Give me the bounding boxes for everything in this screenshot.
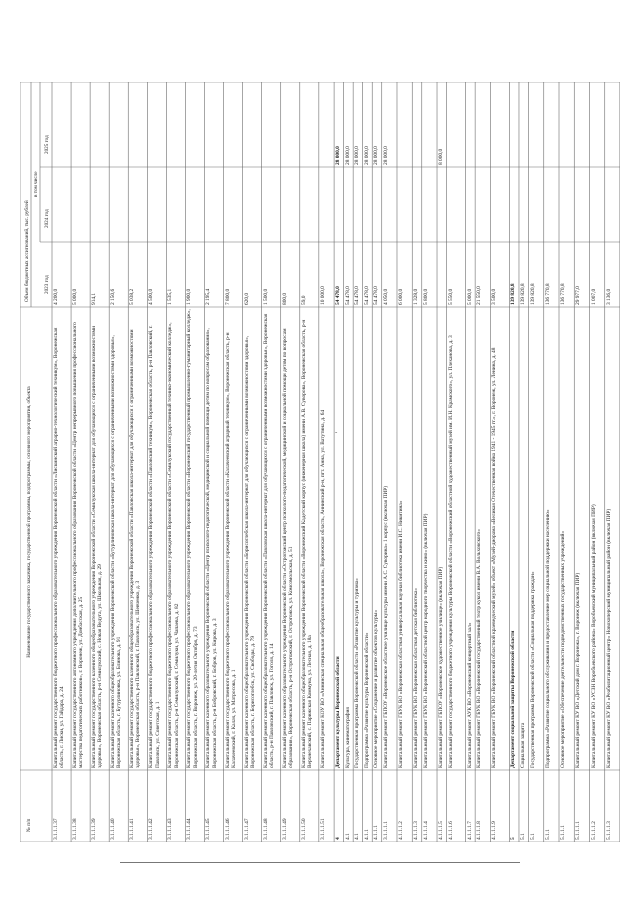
row-name: Подпрограмма «Развитие социального обслуживания и предоставление мер социальной поддержки населению» — [544, 509, 551, 768]
row-value-2025: 28 000,0 — [373, 146, 380, 165]
row-name: Капитальный ремонт ГБУК ВО «Воронежская областная детская библиотека» — [413, 588, 420, 768]
row-code: 3.1.1.1.45 — [205, 818, 212, 840]
row-value-2025: 28 000,0 — [382, 146, 389, 165]
row-value-2023: 5 038,2 — [129, 288, 136, 305]
header-year-2024: 2024 год — [44, 209, 50, 228]
row-value-2025 — [244, 84, 262, 165]
row-value-2025 — [591, 84, 605, 165]
row-code: 5.1.1.1.2 — [590, 821, 597, 840]
row-name: Капитальный ремонт АУК ВО «Воронежский концертный зал» — [466, 622, 473, 768]
row-value-2024 — [467, 169, 476, 240]
row-value-2025 — [560, 84, 574, 165]
row-code: 3.1.1.1.46 — [224, 818, 231, 840]
row-value-2023: 29 977,0 — [575, 286, 582, 305]
row-value-2024 — [560, 169, 574, 240]
row-value-2023: 3 500,0 — [491, 288, 498, 305]
row-value-2023: 5 000,0 — [72, 288, 79, 305]
row-name: Капитальный ремонт казенного общеобразовательного учреждения Воронежской области «Павловская школа-интернат для обучающихся с ограниченными возможностями здоровья», Воронежская область, р-н Павловский, г. Павловск, ул. Гоголя, д. 14 — [262, 313, 275, 768]
header-year-2023: 2023 год — [44, 275, 50, 294]
row-code: 4.1.1.1.6 — [447, 821, 454, 840]
row-value-2024 — [398, 169, 412, 240]
row-value-2024 — [205, 169, 223, 240]
row-value-2023: 1 328,0 — [413, 288, 420, 305]
row-value-2024 — [53, 169, 71, 240]
row-value-2023: 1 007,0 — [590, 288, 597, 305]
header-name: Наименование государственного заказчика, государственной программы, подпрограммы, основного мероприятия, объекта — [26, 386, 32, 658]
row-code: 3.1.1.1.38 — [72, 818, 79, 840]
row-value-2023: 3 136,0 — [605, 288, 612, 305]
row-value-2023: 59,0 — [300, 295, 307, 305]
row-name: Государственная программа Воронежской области «Социальная поддержка граждан» — [529, 571, 536, 768]
row-value-2024 — [423, 169, 437, 240]
row-value-2025 — [53, 84, 71, 165]
row-code: 3.1.1.1.44 — [186, 818, 193, 840]
row-value-2023: 800,0 — [281, 292, 288, 305]
header-including: в том числе — [33, 171, 39, 197]
row-name: Капитальный ремонт ГБПОУ «Воронежское областное училище культуры имени А.С. Суворина» 1 корпус (включая ПИР) — [382, 485, 389, 768]
row-value-2024 — [335, 169, 344, 240]
row-code: 3.1.1.1.39 — [91, 818, 98, 840]
row-value-2024 — [448, 169, 466, 240]
row-code: 4.1.1.1.5 — [438, 821, 445, 840]
row-code: 4.1.1.1.3 — [413, 821, 420, 840]
row-value-2025 — [530, 84, 544, 165]
row-value-2025 — [545, 84, 559, 165]
header-year-2025: 2025 год — [44, 135, 50, 154]
row-name: Капитальный ремонт государственного бюджетного профессионального образовательного учреждения Воронежской области «Воронежский государственный промышленно-гуманитарный колледж», Воронежская область, г. Воронеж, ул. 20-летия Октября, д. 73 — [186, 309, 199, 768]
row-value-2024 — [606, 169, 620, 240]
row-value-2025: 28 000,0 — [354, 146, 361, 165]
row-name: Капитальный ремонт КУ ВО «Детский дом г. Воронежа», г. Воронеж (включая ПИР) — [575, 572, 582, 768]
row-value-2025: 28 000,0 — [335, 146, 342, 165]
row-value-2024 — [148, 169, 166, 240]
row-name: Капитальный ремонт ГБУК ВО «Воронежский государственный театр кукол имени В.А. Вольховского» — [476, 529, 483, 768]
row-name: Капитальный ремонт ГБУК ВО «Воронежская областная универсальная научная библиотека имени И.С. Никитина» — [397, 500, 404, 768]
row-name: Капитальный ремонт государственного казенного общеобразовательного учреждения Воронежской области «Павловская школа-интернат для обучающихся с ограниченными возможностями здоровья», Воронежская область, р-н Павловский, г. Павловск, ул. Шевченко, д. 3 — [129, 329, 142, 768]
row-code: 4.1.1.1 — [373, 825, 380, 840]
row-value-2024 — [491, 169, 509, 240]
row-value-2023: 54 478,0 — [354, 286, 361, 305]
row-value-2023: 5 000,0 — [466, 288, 473, 305]
row-name: Капитальный ремонт казенного общеобразовательного учреждения Воронежской области «Борисоглебская школа-интернат для обучающихся с ограниченными возможностями здоровья», Воронежская область, г. Борисоглебск, ул. Свободы, д. 79 — [243, 335, 256, 768]
row-value-2023: 2 150,6 — [110, 288, 117, 305]
row-code: 3.1.1.1.1 — [382, 821, 389, 840]
row-value-2023: 139 820,8 — [510, 283, 517, 305]
row-value-2025 — [467, 84, 476, 165]
row-code: 3.1.1.1.42 — [148, 818, 155, 840]
row-code: 5.1 — [519, 833, 526, 840]
row-name: Капитальный ремонт казенного образовательного учреждения Воронежской области «Острогожский центр психолого-педагогической, медицинской и социальной помощи детям по вопросам образования», Воронежская область, р-н Острогожский, г. Острогожск, ул. Комсомольская, д. 51 — [281, 328, 294, 768]
row-value-2024 — [129, 169, 147, 240]
row-name: Департамент культуры Воронежской области — [335, 656, 342, 768]
row-value-2023 — [438, 244, 447, 305]
row-value-2024 — [591, 169, 605, 240]
row-value-2025 — [301, 84, 319, 165]
row-name: Капитальный ремонт казенного общеобразовательного учреждения Воронежской области «Бутурлиновская школа-интернат для обучающихся с ограниченными возможностями здоровья», Воронежская область, г. Бутурлиновка, ул. Блинова, д. 91 — [110, 335, 123, 768]
row-value-2024 — [225, 169, 243, 240]
row-value-2025 — [167, 84, 185, 165]
row-name: Подпрограмма «Развитие культуры Воронежской области» — [363, 632, 370, 768]
row-code: 3.1.1.1.48 — [262, 818, 269, 840]
row-value-2024 — [354, 169, 363, 240]
row-value-2024 — [575, 169, 589, 240]
row-value-2024 — [383, 169, 397, 240]
row-code: 5.1 — [529, 833, 536, 840]
row-code: 3.1.1.1.40 — [110, 818, 117, 840]
row-value-2025: 28 000,0 — [363, 146, 370, 165]
row-value-2024 — [438, 169, 447, 240]
header-budget: Объем бюджетных ассигнований, тыс. рублей — [24, 200, 30, 302]
row-value-2025 — [110, 84, 128, 165]
row-name: Культура, кинематография — [344, 707, 351, 768]
row-value-2025 — [606, 84, 620, 165]
row-value-2025 — [148, 84, 166, 165]
row-code: 4.1 — [354, 833, 361, 840]
row-value-2025 — [423, 84, 437, 165]
row-value-2025 — [320, 84, 334, 165]
row-code: 4.1.1.1.9 — [491, 821, 498, 840]
row-value-2023: 21 550,0 — [476, 286, 483, 305]
row-value-2025: 28 000,0 — [344, 146, 351, 165]
row-value-2024 — [520, 169, 529, 240]
row-value-2025 — [186, 84, 204, 165]
row-name: Капитальный ремонт государственного казенного общеобразовательного учреждения Воронежской области «Семилукская школа-интернат для обучающихся с ограниченными возможностями здоровья», Воронежская область, р-н Семилукский, с. Новая Ведуга, ул. Школьная, д. 29 — [91, 325, 104, 768]
row-code: 3.1.1.1.49 — [281, 818, 288, 840]
row-value-2023: 4 200,0 — [53, 288, 59, 305]
row-code: 4.1.1.1.4 — [422, 821, 429, 840]
row-value-2023: 139 820,8 — [529, 283, 536, 305]
row-value-2023: 136 770,8 — [544, 283, 551, 305]
row-value-2024 — [510, 169, 519, 240]
row-value-2024 — [72, 169, 90, 240]
row-name: Основное мероприятие «Сохранение и развитие объектов культуры» — [373, 609, 380, 768]
row-name: Капитальный ремонт ГБУК ВО «Воронежский областной центр народного творчества и кино» (включая ПИР) — [422, 513, 429, 768]
row-code: 3.1.1.1.37 — [53, 818, 59, 840]
row-code: 3.1.1.1.47 — [243, 818, 250, 840]
row-name: Капитальный ремонт государственного бюджетного профессионального образовательного учреждения Воронежской области «Калачеевский аграрный техникум», Воронежская область, р-н Калачеевский, г. Калач, ул. Матросова, д. 1 — [224, 332, 237, 768]
page-marker: - — [335, 428, 338, 436]
row-name: Капитальный ремонт КУ ВО «Реабилитационный центр» Новохоперский муниципальный район (включая ПИР) — [605, 508, 612, 768]
row-value-2025 — [476, 84, 490, 165]
row-name: Капитальный ремонт государственного бюджетного профессионального образовательного учреждения Воронежской области «Лискинский аграрно-технологический техникум», Воронежская область, г. Лиски, ул. Гайдара, д. 24 — [53, 327, 66, 768]
row-code: 4.1.1 — [363, 829, 370, 840]
row-value-2025: 8 000,0 — [438, 148, 445, 165]
row-value-2023: 54 478,0 — [363, 286, 370, 305]
row-name: Капитальный ремонт государственного автономного учреждения дополнительного профессионального образования Воронежской области «Центр непрерывного повышения профессионального мастерства педагогических работников», г. Воронеж, ул. Донбасская, д. 25 — [72, 322, 85, 768]
row-value-2023: 139 820,8 — [519, 283, 526, 305]
row-value-2024 — [320, 169, 334, 240]
row-name: Капитальный ремонт государственного бюджетного профессионального образовательного учреждения Воронежской области «Семилукский государственный технико-экономический колледж», Воронежская область, р-н Семилукский, г. Семилуки, ул. Чапаева, д. 82 — [167, 322, 180, 768]
header-number: № п/п — [26, 818, 32, 832]
row-value-2024 — [263, 169, 281, 240]
row-value-2024 — [530, 169, 544, 240]
row-value-2023: 5 800,0 — [422, 288, 429, 305]
row-name: Капитальный ремонт ГБПОУ «Воронежское художественное училище» (включая ПИР) — [438, 566, 445, 768]
row-value-2023: 4 050,0 — [382, 288, 389, 305]
row-value-2023: 914,1 — [91, 292, 98, 305]
row-value-2025 — [510, 84, 519, 165]
row-code: 4.1.1.1.8 — [476, 821, 483, 840]
row-value-2025 — [491, 84, 509, 165]
row-value-2024 — [167, 169, 185, 240]
row-code: 4.1 — [344, 833, 351, 840]
row-value-2024 — [244, 169, 262, 240]
row-value-2023: 2 195,4 — [205, 288, 212, 305]
row-value-2024 — [282, 169, 300, 240]
row-code: 3.1.1.1.41 — [129, 818, 136, 840]
row-value-2024 — [373, 169, 382, 240]
row-name: Капитальный ремонт государственного бюджетного учреждения культуры Воронежской области «Воронежский областной художественный музей им. И.Н. Крамского», ул. Плеханова, д. 3 — [447, 335, 454, 768]
row-code: 4.1.1.1.7 — [466, 821, 473, 840]
row-name: Департамент социальной защиты Воронежской области — [510, 630, 517, 768]
row-value-2024 — [110, 169, 128, 240]
row-value-2025 — [205, 84, 223, 165]
row-value-2023: 1 500,0 — [262, 288, 269, 305]
row-value-2023: 1 535,1 — [167, 288, 174, 305]
row-value-2023: 5 550,0 — [447, 288, 454, 305]
row-value-2025 — [413, 84, 422, 165]
row-value-2025 — [225, 84, 243, 165]
row-code: 3.1.1.1.43 — [167, 818, 174, 840]
row-value-2023: 1 900,0 — [186, 288, 193, 305]
row-code: 5.1.1.1.1 — [575, 821, 582, 840]
row-name: Капитальный ремонт государственного бюджетного профессионального образовательного учреждения Воронежской области «Павловский техникум», Воронежская область, р-н Павловский, г. Павловск, ул. Советская, д. 1 — [148, 325, 161, 768]
row-name: Социальная защита — [519, 722, 526, 768]
row-value-2023: 4 500,0 — [148, 288, 155, 305]
row-code: 5.1.1.1.3 — [605, 821, 612, 840]
row-value-2024 — [301, 169, 319, 240]
row-value-2023: 7 800,0 — [224, 288, 231, 305]
row-code: 5.1.1.1 — [560, 825, 566, 840]
row-code: 3.1.1.1.50 — [300, 818, 307, 840]
row-value-2023: 54 478,0 — [344, 286, 351, 305]
row-value-2024 — [186, 169, 204, 240]
row-value-2024 — [545, 169, 559, 240]
row-value-2023: 620,0 — [243, 292, 250, 305]
row-name: Капитальный ремонт КОУ ВО «Аннинская специальная общеобразовательная школа», Воронежская область, Аннинский р-н, пгт. Анна, ул. Ватутина, д. 64 — [319, 409, 326, 768]
row-value-2025 — [398, 84, 412, 165]
row-code: 4 — [335, 837, 342, 840]
row-value-2023: 6 000,0 — [397, 288, 404, 305]
row-value-2024 — [91, 169, 109, 240]
row-code: 5.1.1 — [544, 829, 551, 840]
row-value-2024 — [413, 169, 422, 240]
row-code: 4.1.1.1.2 — [397, 821, 404, 840]
row-name: Основное мероприятие «Обеспечение деятельности подведомственных государственных учреждений» — [560, 530, 566, 768]
row-value-2025 — [263, 84, 281, 165]
row-value-2025 — [575, 84, 589, 165]
row-value-2023: 10 000,0 — [319, 286, 326, 305]
row-value-2024 — [345, 169, 354, 240]
row-value-2025 — [129, 84, 147, 165]
rotated-table-sheet — [20, 82, 620, 842]
row-name: Капитальный ремонт КУ ВО «УСЗН Воробьевского района» Воробьевский муниципальный район (включая ПИР) — [590, 504, 597, 768]
row-value-2025 — [282, 84, 300, 165]
row-value-2023: 54 478,0 — [335, 286, 342, 305]
row-value-2025 — [448, 84, 466, 165]
row-name: Капитальный ремонт казенного общеобразовательного учреждения Воронежской области «Воронежский Кадетский корпус (инженерная школа) имени А.В. Суворова», Воронежская область, р-н Верхнехавский, с. Парижская Коммуна, ул. Лесная, д. 18а — [300, 319, 313, 768]
row-name: Капитальный ремонт ГБУК ВО «Воронежский областной краеведческий музей» объект «Музей-диорама «Великая Отечественная война 1941 - 1945 гг.», г. Воронеж, ул. Ленина, д. 48 — [491, 347, 498, 768]
row-value-2023: 136 770,8 — [560, 283, 566, 305]
row-value-2025 — [520, 84, 529, 165]
row-value-2024 — [476, 169, 490, 240]
bottom-rule — [120, 862, 520, 863]
row-code: 5 — [510, 837, 517, 840]
row-name: Капитальный ремонт казенного образовательного учреждения Воронежской области «Центр психолого-педагогической, медицинской и социальной помощи детям по вопросам образования», Воронежская область, р-н Бобровский, г. Бобров, ул. Кирова, д. 3 — [205, 328, 218, 768]
row-value-2025 — [91, 84, 109, 165]
row-code: 3.1.1.1.51 — [319, 818, 326, 840]
row-name: Государственная программа Воронежской области «Развитие культуры и туризма» — [354, 578, 361, 768]
row-value-2024 — [364, 169, 373, 240]
row-value-2023: 54 478,0 — [373, 286, 380, 305]
row-value-2025 — [72, 84, 90, 165]
